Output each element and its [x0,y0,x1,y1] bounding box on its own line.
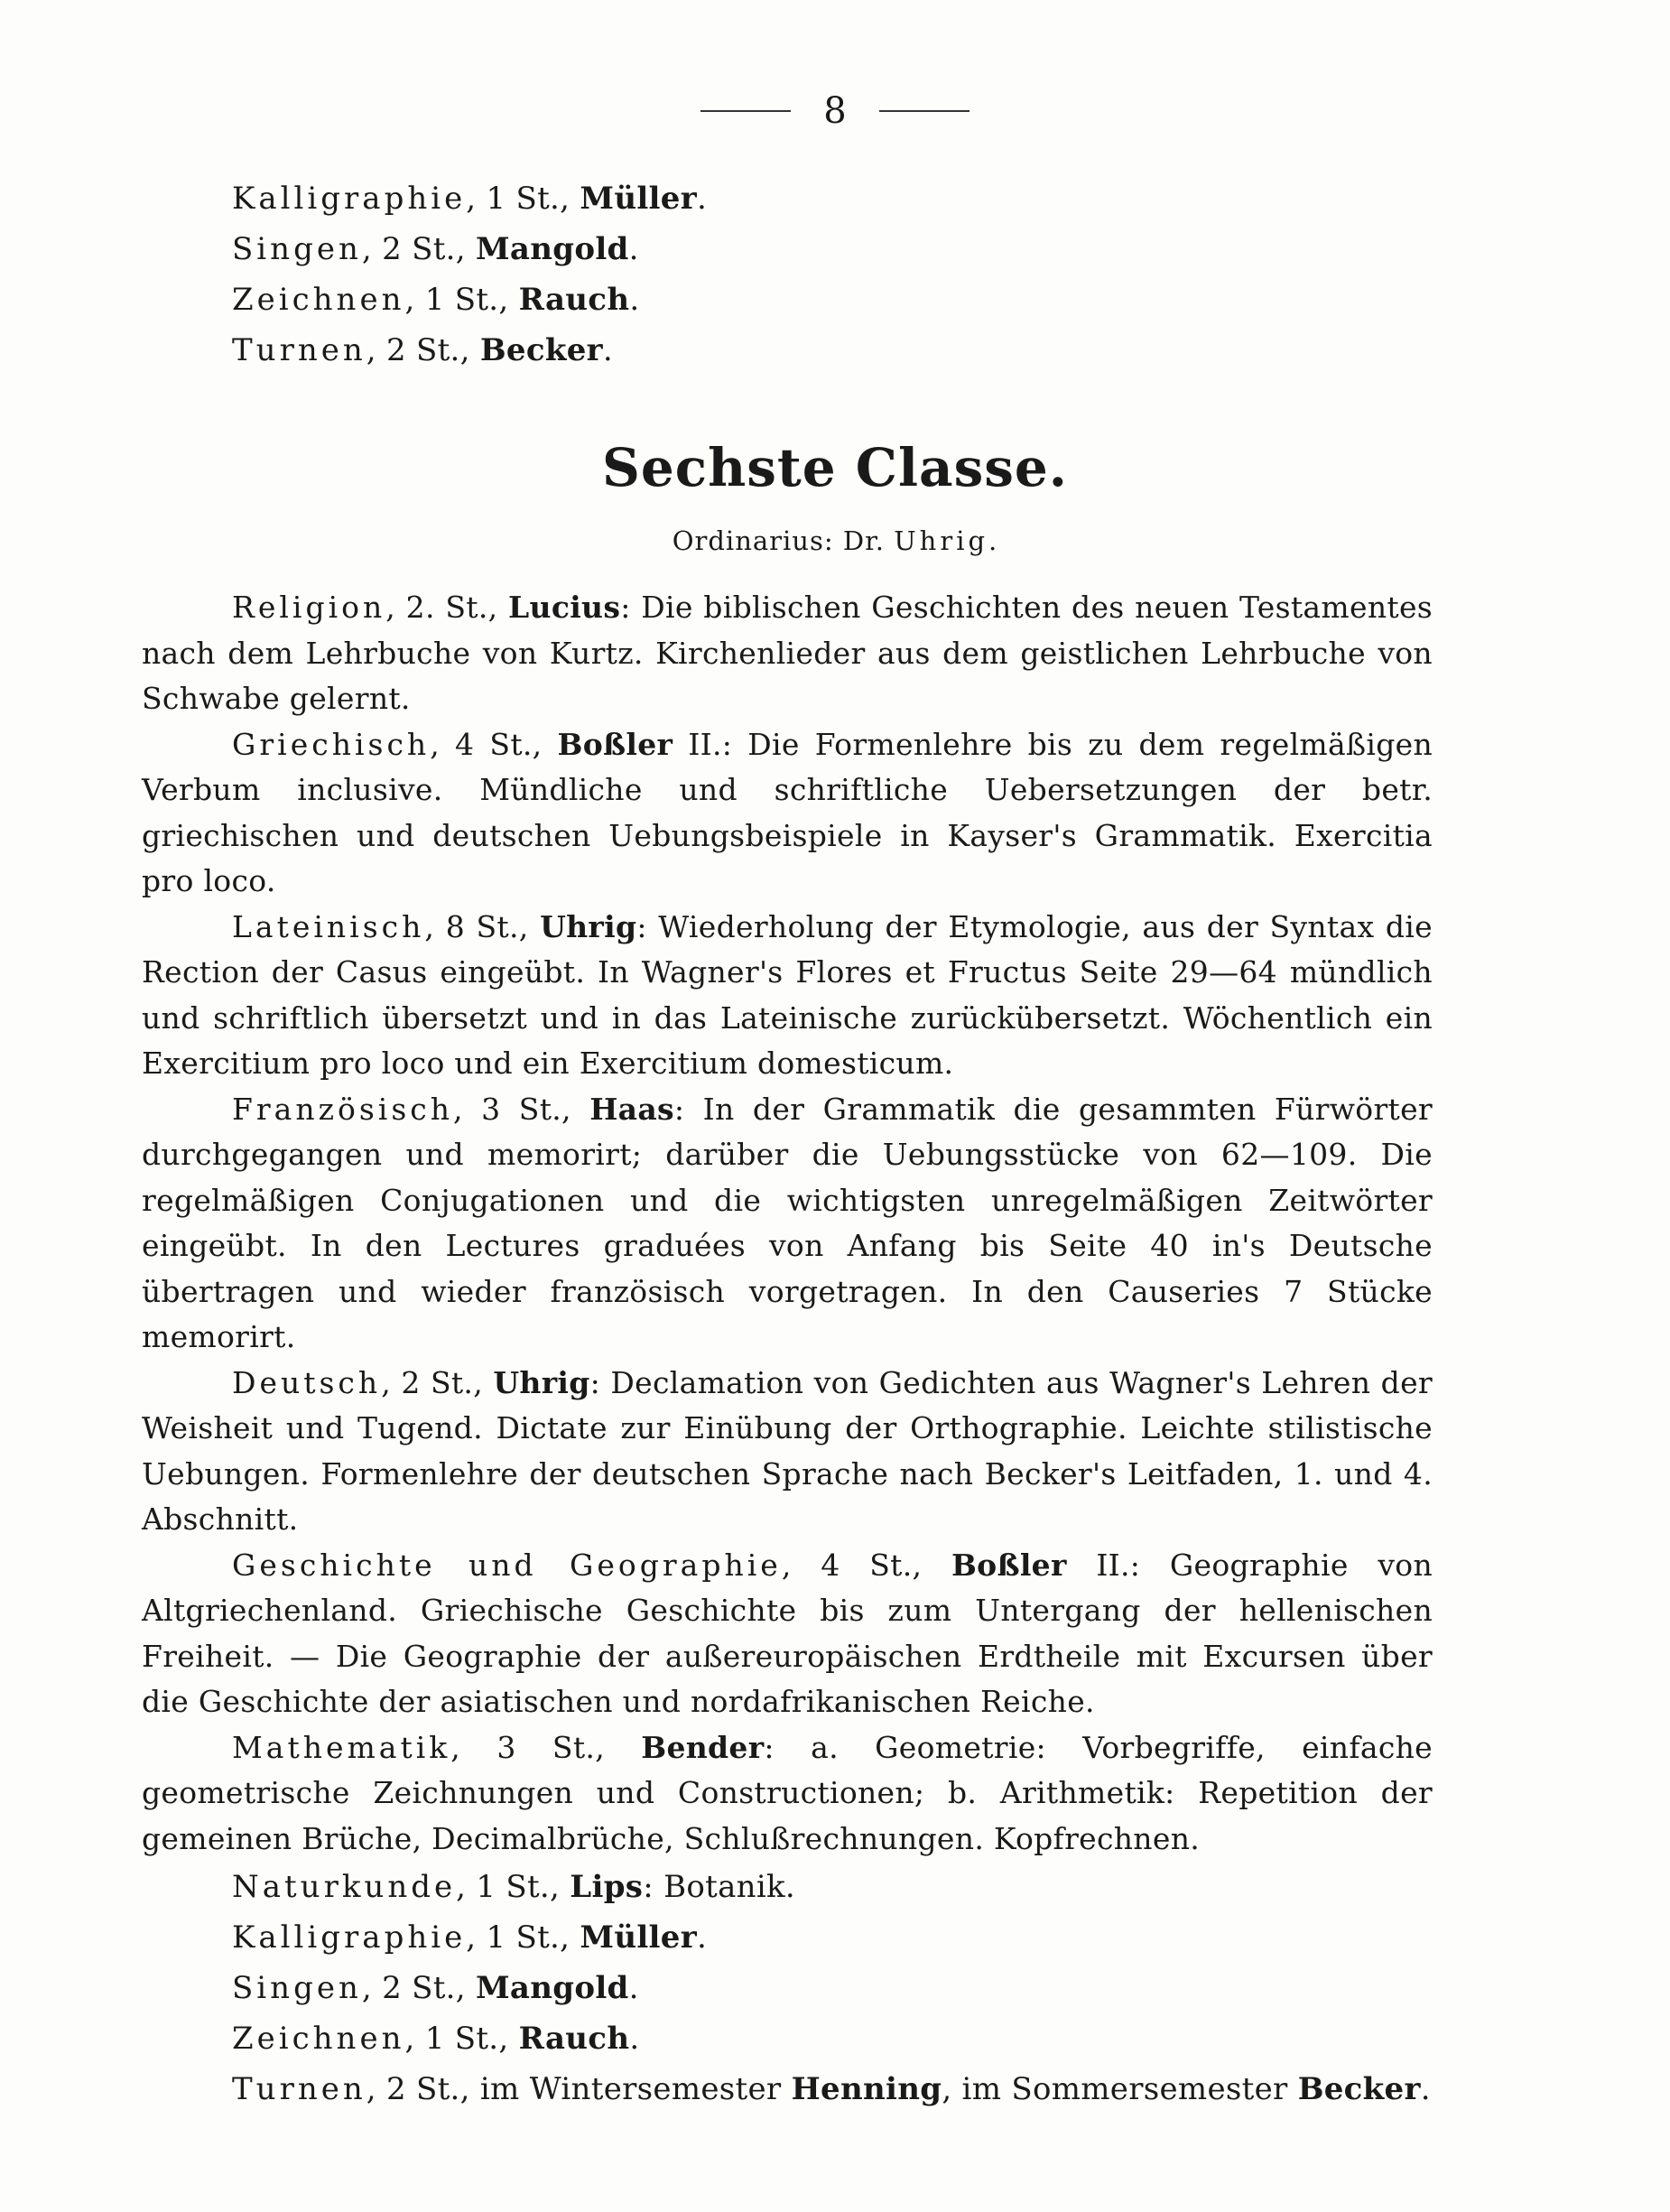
section-body [142,585,1433,2114]
subject-line: Zeichnen, 1 St., Rauch. [232,2021,640,2057]
subject-paragraph: Deutsch, 2 St., Uhrig: Declamation von Gedichten aus Wagner's Lehren der Weisheit und Tugend. Dictate zur Einübung der Orthographie. Leichte stilistische Uebungen. Formenlehre der deutschen Sprache nach Becker's Leitfaden, 1. und 4. Abschnitt. [142,1364,1433,1537]
subject-line: Naturkunde, 1 St., Lips: Botanik. [232,1869,796,1905]
subject-paragraph: Französisch, 3 St., Haas: In der Grammatik die gesammten Fürwörter durchgegangen und memorirt; darüber die Uebungsstücke von 62—109. Die regelmäßigen Conjugationen und die wichtigsten unregelmäßigen Zeitwörter eingeübt. In den Lectures graduées von Anfang bis Seite 40 in's Deutsche übertragen und wieder französisch vorgetragen. In den Causeries 7 Stücke memorirt. [142,1091,1433,1354]
subject-paragraph: Griechisch, 4 St., Boßler II.: Die Formenlehre bis zu dem regelmäßigen Verbum inclusive. Mündliche und schriftliche Uebersetzungen der betr. griechischen und deutschen Uebungsbeispiele in Kayser's Grammatik. Exercitia pro loco. [142,726,1433,898]
section-heading: Sechste Classe. [602,437,1068,498]
header-rule-left [700,110,791,112]
subject-line: Turnen, 2 St., im Wintersemester Henning, im Sommersemester Becker. [232,2071,1431,2107]
top-subject-list [142,173,1433,376]
page-number: 8 [823,90,847,132]
subject-line: Kalligraphie, 1 St., Müller. [232,1919,708,1956]
ordinarius-line: Ordinarius: Dr. Uhrig. [672,525,998,556]
subject-paragraph: Lateinisch, 8 St., Uhrig: Wiederholung der Etymologie, aus der Syntax die Rection der Casus eingeübt. In Wagner's Flores et Fructus Seite 29—64 mündlich und schriftlich übersetzt und in das Lateinische zurückübersetzt. Wöchentlich ein Exercitium pro loco und ein Exercitium domesticum. [142,908,1433,1081]
subject-paragraph: Geschichte und Geographie, 4 St., Boßler II.: Geographie von Altgriechenland. Griechische Geschichte bis zum Untergang der hellenischen Freiheit. — Die Geographie der außereuropäischen Erdtheile mit Excursen über die Geschichte der asiatischen und nordafrikanischen Reiche. [142,1547,1433,1719]
subject-line: Zeichnen, 1 St., Rauch. [232,282,640,318]
subject-paragraph: Religion, 2. St., Lucius: Die biblischen Geschichten des neuen Testamentes nach dem Lehrbuche von Kurtz. Kirchenlieder aus dem geistlichen Lehrbuche von Schwabe gelernt. [142,590,1433,716]
subject-line: Kalligraphie, 1 St., Müller. [232,181,708,217]
subject-line: Singen, 2 St., Mangold. [232,231,639,267]
subject-line: Singen, 2 St., Mangold. [232,1970,639,2006]
header-rule-right [879,110,970,112]
subject-line: Turnen, 2 St., Becker. [232,332,613,368]
page-header [0,90,1670,132]
subject-paragraph: Mathematik, 3 St., Bender: a. Geometrie: Vorbegriffe, einfache geometrische Zeichnungen und Constructionen; b. Arithmetik: Repetition der gemeinen Brüche, Decimalbrüche, Schlußrechnungen. Kopfrechnen. [142,1729,1433,1856]
